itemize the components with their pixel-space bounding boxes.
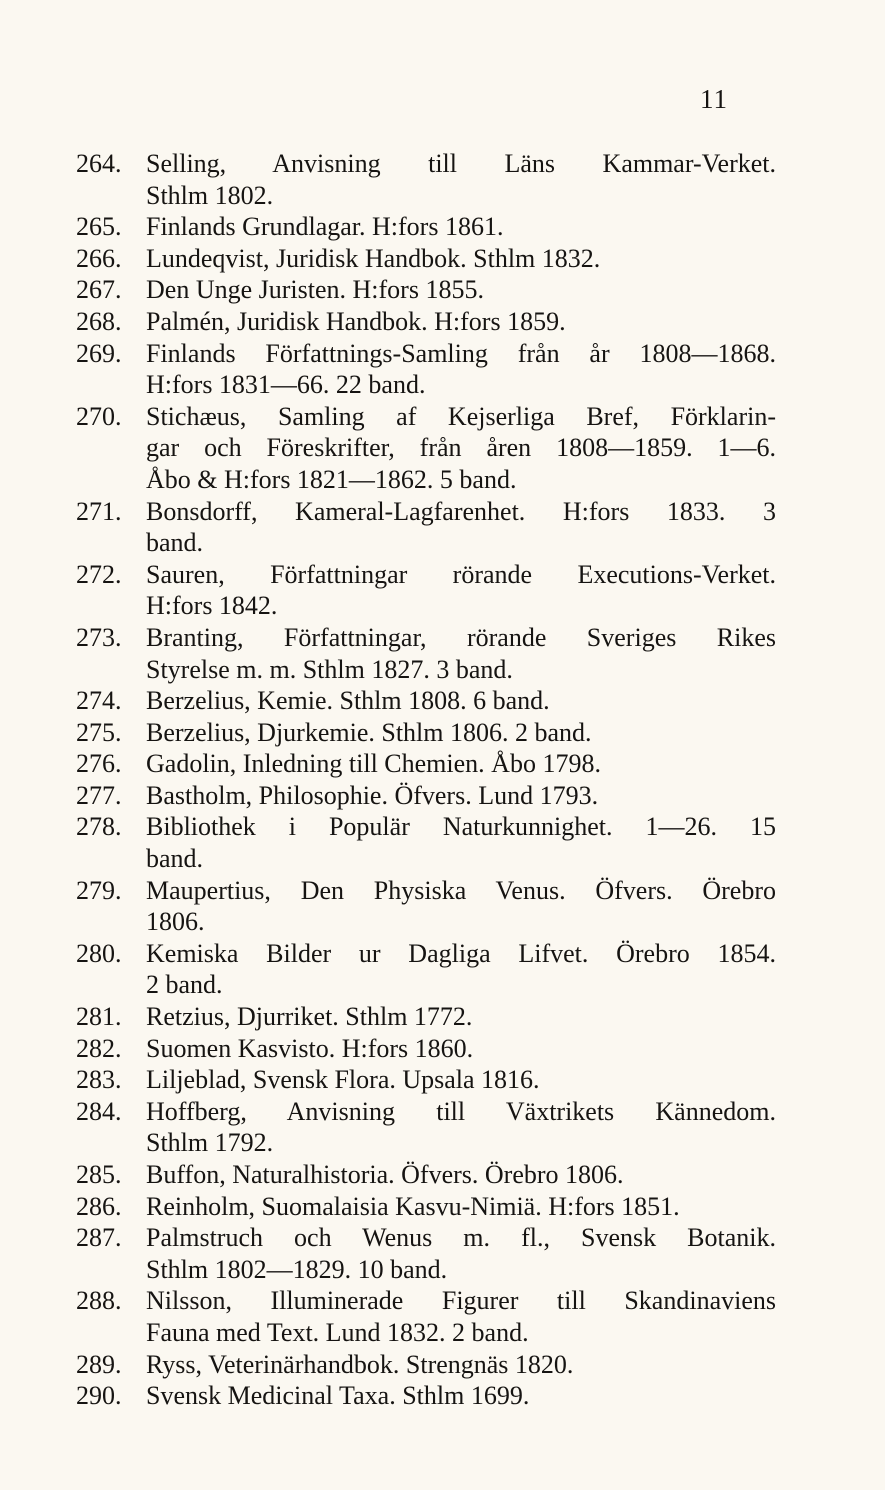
entry-text	[146, 1096, 776, 1159]
entry-number: 269.	[76, 338, 122, 368]
entry-text	[146, 780, 776, 812]
catalog-entry	[76, 748, 776, 780]
entry-number: 289.	[76, 1349, 122, 1379]
catalog-entry	[76, 1191, 776, 1223]
entry-line: Nilsson, Illuminerade Figurer till Skandinaviens	[146, 1286, 776, 1316]
entry-number: 279.	[76, 875, 122, 905]
catalog-entry	[76, 559, 776, 622]
entry-line: Lundeqvist, Juridisk Handbok. Sthlm 1832.	[146, 243, 601, 273]
catalog-entry	[76, 811, 776, 874]
entry-number: 264.	[76, 149, 122, 178]
catalog-entry	[76, 875, 776, 938]
entry-line: Finlands Författnings-Samling från år 1808—1868.	[146, 338, 776, 368]
entry-text	[146, 1285, 776, 1348]
entry-text	[146, 559, 776, 622]
catalog-entry	[76, 1349, 776, 1381]
catalog-entry	[76, 1285, 776, 1348]
entry-text	[146, 338, 776, 401]
entry-text	[146, 1064, 776, 1096]
catalog-entry-list	[76, 148, 776, 1412]
entry-line: Den Unge Juristen. H:fors 1855.	[146, 275, 484, 305]
entry-number: 270.	[76, 401, 122, 431]
catalog-entry	[76, 1001, 776, 1033]
catalog-entry	[76, 1096, 776, 1159]
entry-line: Styrelse m. m. Sthlm 1827. 3 band.	[146, 654, 513, 684]
entry-line: Kemiska Bilder ur Dagliga Lifvet. Örebro 1854.	[146, 938, 776, 968]
catalog-entry	[76, 1064, 776, 1096]
entry-line: Palmstruch och Wenus m. fl., Svensk Botanik.	[146, 1223, 776, 1253]
catalog-entry	[76, 1159, 776, 1191]
catalog-entry	[76, 685, 776, 717]
catalog-entry	[76, 780, 776, 812]
entry-text	[146, 622, 776, 685]
entry-text	[146, 1159, 776, 1191]
entry-line: Selling, Anvisning till Läns Kammar-Verket.	[146, 149, 776, 178]
entry-line: Hoffberg, Anvisning till Växtrikets Kännedom.	[146, 1096, 776, 1126]
entry-line: 2 band.	[146, 970, 223, 1000]
catalog-entry	[76, 148, 776, 211]
entry-line: Reinholm, Suomalaisia Kasvu-Nimiä. H:fors 1851.	[146, 1191, 680, 1221]
entry-line: band.	[146, 844, 204, 874]
catalog-entry	[76, 496, 776, 559]
entry-line: Bonsdorff, Kameral-Lagfarenhet. H:fors 1833. 3	[146, 496, 776, 526]
entry-text	[146, 748, 776, 780]
entry-number: 287.	[76, 1223, 122, 1253]
entry-line: Branting, Författningar, rörande Sveriges Rikes	[146, 622, 776, 652]
entry-text	[146, 401, 776, 496]
entry-number: 285.	[76, 1160, 122, 1189]
entry-line: gar och Föreskrifter, från åren 1808—1859. 1—6.	[146, 433, 776, 463]
entry-text	[146, 875, 776, 938]
entry-line: Maupertius, Den Physiska Venus. Öfvers. Örebro	[146, 875, 776, 905]
page-number: 11	[700, 84, 728, 114]
entry-number: 266.	[76, 243, 122, 273]
entry-number: 274.	[76, 686, 122, 716]
catalog-entry	[76, 938, 776, 1001]
catalog-entry	[76, 211, 776, 243]
entry-number: 284.	[76, 1096, 122, 1126]
entry-line: H:fors 1842.	[146, 591, 278, 621]
entry-text	[146, 1222, 776, 1285]
entry-line: Finlands Grundlagar. H:fors 1861.	[146, 212, 504, 242]
entry-line: Palmén, Juridisk Handbok. H:fors 1859.	[146, 306, 566, 336]
entry-number: 277.	[76, 780, 122, 810]
entry-text	[146, 1380, 776, 1412]
entry-line: 1806.	[146, 907, 205, 937]
entry-line: Stichæus, Samling af Kejserliga Bref, Förklarin-	[146, 401, 776, 431]
entry-text	[146, 211, 776, 243]
entry-number: 282.	[76, 1033, 122, 1063]
entry-text	[146, 1349, 776, 1381]
entry-number: 268.	[76, 306, 122, 336]
catalog-entry	[76, 401, 776, 496]
entry-text	[146, 1033, 776, 1065]
entry-text	[146, 811, 776, 874]
entry-line: band.	[146, 528, 204, 558]
catalog-entry	[76, 1033, 776, 1065]
entry-line: Berzelius, Djurkemie. Sthlm 1806. 2 band.	[146, 717, 592, 747]
entry-line: Bastholm, Philosophie. Öfvers. Lund 1793.	[146, 780, 599, 810]
entry-number: 286.	[76, 1191, 122, 1221]
catalog-entry	[76, 717, 776, 749]
entry-text	[146, 1191, 776, 1223]
entry-number: 278.	[76, 812, 122, 842]
entry-number: 271.	[76, 496, 122, 526]
entry-line: Åbo & H:fors 1821—1862. 5 band.	[146, 464, 517, 494]
entry-number: 288.	[76, 1286, 122, 1316]
catalog-entry	[76, 622, 776, 685]
entry-line: Gadolin, Inledning till Chemien. Åbo 1798.	[146, 749, 601, 779]
entry-line: Sthlm 1802.	[146, 180, 274, 210]
entry-text	[146, 148, 776, 211]
entry-line: Suomen Kasvisto. H:fors 1860.	[146, 1033, 474, 1063]
entry-line: Sthlm 1802—1829. 10 band.	[146, 1254, 448, 1284]
entry-line: Liljeblad, Svensk Flora. Upsala 1816.	[146, 1065, 540, 1095]
catalog-entry	[76, 274, 776, 306]
entry-number: 281.	[76, 1002, 122, 1032]
entry-line: Retzius, Djurriket. Sthlm 1772.	[146, 1002, 473, 1032]
entry-text	[146, 1001, 776, 1033]
entry-text	[146, 274, 776, 306]
entry-line: Buffon, Naturalhistoria. Öfvers. Örebro 1806.	[146, 1160, 624, 1189]
catalog-entry	[76, 1380, 776, 1412]
entry-line: Berzelius, Kemie. Sthlm 1808. 6 band.	[146, 686, 550, 716]
entry-number: 273.	[76, 622, 122, 652]
entry-line: H:fors 1831—66. 22 band.	[146, 370, 426, 400]
entry-number: 276.	[76, 749, 122, 779]
entry-line: Bibliothek i Populär Naturkunnighet. 1—26. 15	[146, 812, 776, 842]
entry-line: Sthlm 1792.	[146, 1128, 274, 1158]
entry-number: 280.	[76, 938, 122, 968]
entry-text	[146, 496, 776, 559]
entry-text	[146, 717, 776, 749]
entry-line: Sauren, Författningar rörande Executions-Verket.	[146, 559, 776, 589]
catalog-entry	[76, 338, 776, 401]
entry-number: 290.	[76, 1381, 122, 1411]
entry-text	[146, 243, 776, 275]
entry-text	[146, 938, 776, 1001]
entry-number: 272.	[76, 559, 122, 589]
entry-line: Svensk Medicinal Taxa. Sthlm 1699.	[146, 1381, 530, 1411]
entry-line: Ryss, Veterinärhandbok. Strengnäs 1820.	[146, 1349, 574, 1379]
catalog-entry	[76, 1222, 776, 1285]
entry-number: 275.	[76, 717, 122, 747]
catalog-entry	[76, 306, 776, 338]
entry-text	[146, 685, 776, 717]
entry-number: 283.	[76, 1065, 122, 1095]
entry-line: Fauna med Text. Lund 1832. 2 band.	[146, 1317, 529, 1347]
catalog-entry	[76, 243, 776, 275]
entry-number: 267.	[76, 275, 122, 305]
entry-number: 265.	[76, 212, 122, 242]
entry-text	[146, 306, 776, 338]
